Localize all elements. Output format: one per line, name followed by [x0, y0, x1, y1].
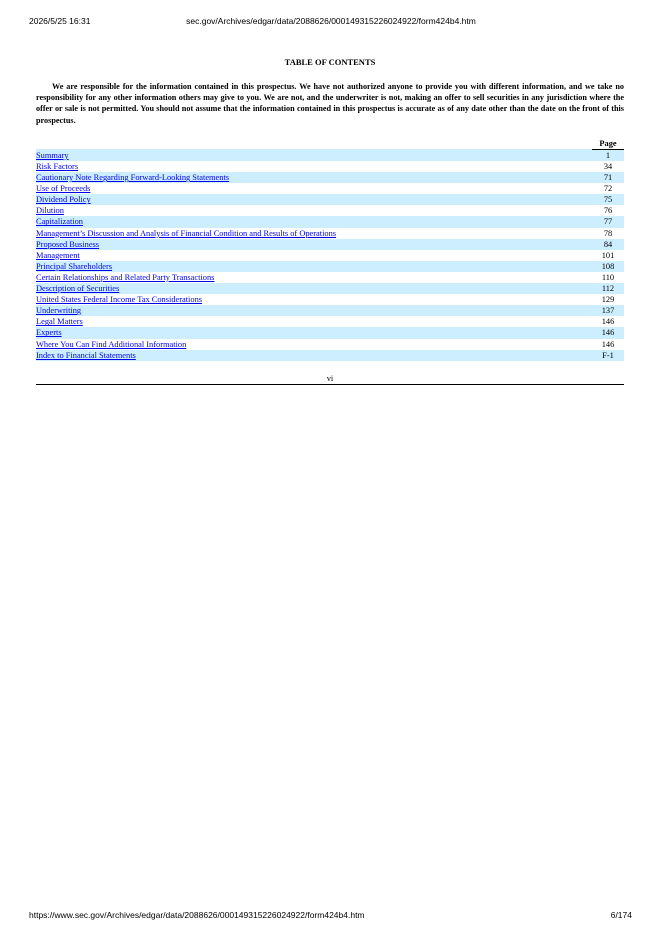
- toc-row: [36, 149, 624, 161]
- toc-table: [36, 138, 624, 361]
- toc-link[interactable]: Management’s Discussion and Analysis of Financial Condition and Results of Operations: [36, 228, 337, 238]
- toc-link[interactable]: Principal Shareholders: [36, 261, 113, 271]
- page-column-label: Page: [592, 138, 624, 150]
- toc-page-number: 101: [601, 250, 615, 260]
- toc-title-cell: [36, 327, 592, 338]
- toc-link[interactable]: Cautionary Note Regarding Forward-Looking Statements: [36, 173, 230, 183]
- print-header: [0, 16, 662, 28]
- toc-link[interactable]: Description of Securities: [36, 284, 120, 294]
- toc-link[interactable]: Certain Relationships and Related Party Transactions: [36, 272, 215, 282]
- toc-row: [36, 228, 624, 239]
- toc-page-number: 1: [592, 149, 624, 161]
- page-rule: [36, 384, 624, 385]
- toc-link[interactable]: Proposed Business: [36, 239, 100, 249]
- intro-paragraph: We are responsible for the information contained in this prospectus. We have not authorized anyone to provide you with different information, and we take no responsibility for any other information others may give to you. We are not, and the underwriter is not, making an offer to sell securities in any jurisdiction where the offer or sale is not permitted. You should not assume that the information contained in this prospectus is accurate as of any date other than the date on the front of this prospectus.: [36, 82, 624, 125]
- toc-page-number: 146: [592, 327, 624, 338]
- toc-row: [36, 327, 624, 338]
- toc-link[interactable]: Risk Factors: [36, 162, 79, 171]
- toc-link[interactable]: Where You Can Find Additional Information: [36, 339, 187, 349]
- toc-link[interactable]: Experts: [36, 328, 62, 338]
- toc-header-row: [36, 138, 624, 150]
- toc-title-cell: [36, 194, 592, 205]
- toc-row: [36, 350, 624, 361]
- toc-header-spacer: [36, 138, 592, 150]
- toc-title: TABLE OF CONTENTS: [284, 57, 376, 67]
- toc-page-number: 146: [601, 317, 615, 327]
- footer-url: https://www.sec.gov/Archives/edgar/data/2088626/000149315226024922/form424b4.htm: [29, 910, 365, 920]
- toc-row: [36, 339, 624, 350]
- toc-row: [36, 205, 624, 216]
- toc-link[interactable]: Underwriting: [36, 306, 82, 316]
- toc-title-cell: [36, 172, 592, 183]
- toc-title-cell: [36, 216, 592, 227]
- toc-page-number: 71: [592, 172, 624, 183]
- toc-link[interactable]: United States Federal Income Tax Considerations: [36, 295, 203, 305]
- toc-row: [36, 305, 624, 316]
- toc-page-number: 108: [592, 261, 624, 272]
- toc-title-cell: [36, 239, 592, 250]
- toc-page-number: F-1: [592, 350, 624, 361]
- toc-title-cell: [36, 228, 592, 239]
- toc-title-cell: [36, 305, 592, 316]
- toc-title-cell: [36, 283, 592, 294]
- toc-row: [36, 239, 624, 250]
- toc-title-cell: [36, 250, 592, 261]
- toc-title-cell: [36, 350, 592, 361]
- toc-title-cell: [36, 272, 592, 283]
- toc-link[interactable]: Dilution: [36, 206, 64, 216]
- toc-title-cell: [36, 294, 592, 305]
- toc-title-cell: [36, 149, 592, 161]
- print-url: sec.gov/Archives/edgar/data/2088626/000149315226024922/form424b4.htm: [186, 16, 476, 26]
- toc-link[interactable]: Dividend Policy: [36, 195, 91, 205]
- toc-row: [36, 283, 624, 294]
- toc-page-number: 129: [601, 295, 615, 305]
- toc-title-cell: [36, 183, 592, 194]
- toc-page-number: 112: [592, 283, 624, 294]
- toc-page-number: 78: [603, 228, 613, 238]
- toc-link[interactable]: Use of Proceeds: [36, 184, 91, 194]
- toc-page-number: 72: [603, 184, 613, 194]
- toc-page-number: 34: [603, 162, 613, 171]
- page-number: vi: [326, 373, 334, 383]
- toc-row: [36, 316, 624, 327]
- toc-page-number: 110: [601, 272, 615, 282]
- toc-row: [36, 172, 624, 183]
- footer-page-count: 6/174: [610, 910, 632, 920]
- toc-link[interactable]: Legal Matters: [36, 317, 83, 327]
- toc-row: [36, 272, 624, 283]
- toc-title-cell: [36, 316, 592, 327]
- toc-link[interactable]: Summary: [36, 150, 69, 160]
- toc-page-number: 77: [592, 216, 624, 227]
- document-page: [36, 57, 624, 385]
- toc-row: [36, 216, 624, 227]
- toc-page-number: 146: [601, 339, 615, 349]
- toc-link[interactable]: Management: [36, 250, 80, 260]
- toc-link[interactable]: Capitalization: [36, 217, 83, 227]
- toc-page-number: 137: [592, 305, 624, 316]
- toc-page-number: 84: [592, 239, 624, 250]
- print-datetime: 2026/5/25 16:31: [29, 16, 91, 26]
- toc-row: [36, 183, 624, 194]
- toc-row: [36, 161, 624, 172]
- toc-row: [36, 294, 624, 305]
- toc-title-cell: [36, 261, 592, 272]
- toc-page-number: 76: [603, 206, 613, 216]
- toc-row: [36, 261, 624, 272]
- toc-link[interactable]: Index to Financial Statements: [36, 350, 136, 360]
- toc-title-cell: [36, 161, 592, 172]
- toc-row: [36, 194, 624, 205]
- toc-title-cell: [36, 205, 592, 216]
- toc-row: [36, 250, 624, 261]
- toc-title-cell: [36, 339, 592, 350]
- toc-page-number: 75: [592, 194, 624, 205]
- print-footer: [0, 910, 662, 922]
